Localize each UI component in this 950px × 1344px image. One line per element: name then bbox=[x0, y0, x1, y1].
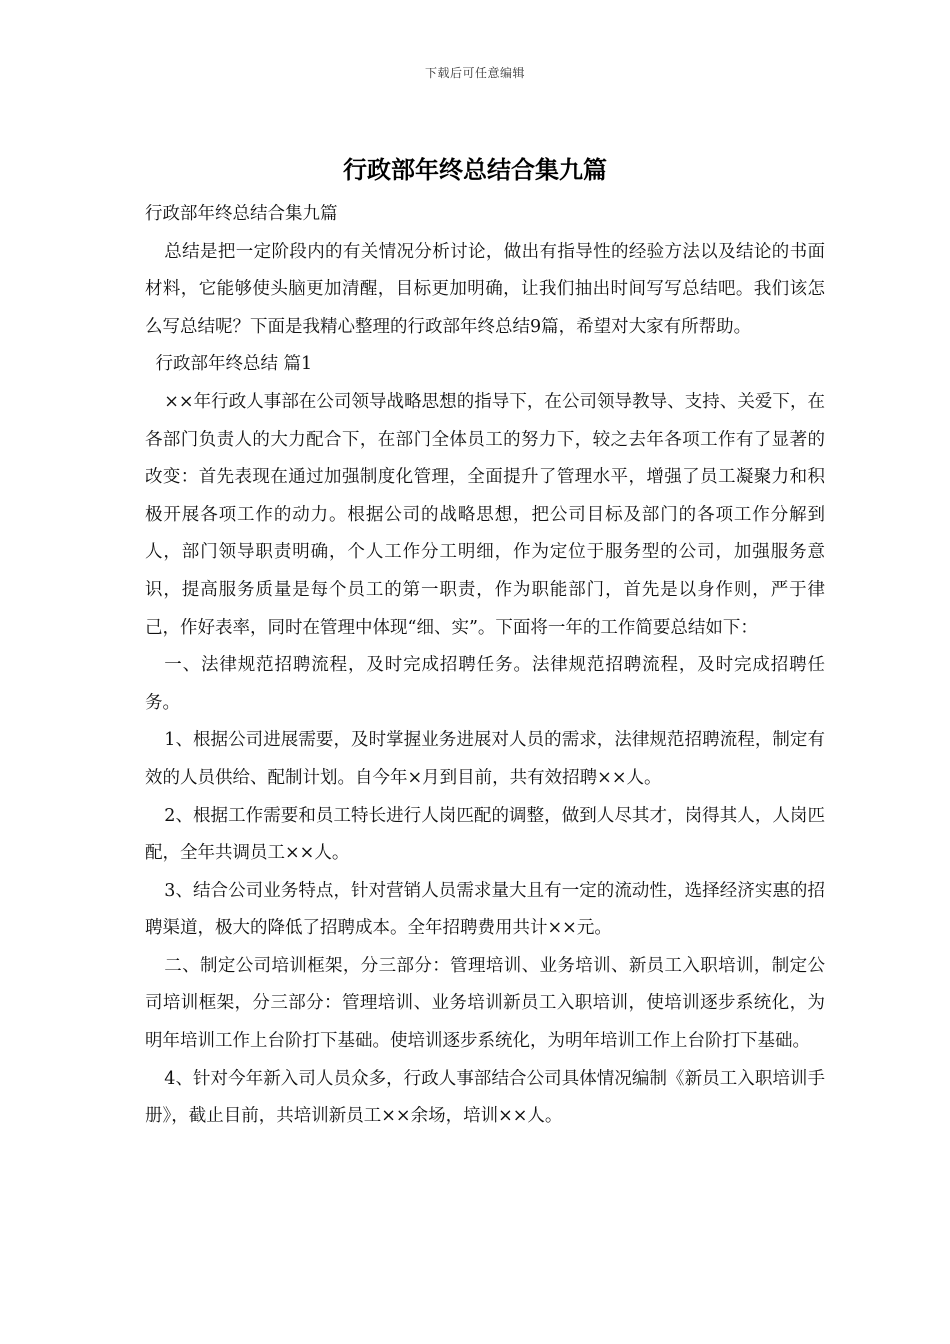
body-paragraph: 一、法律规范招聘流程，及时完成招聘任务。法律规范招聘流程，及时完成招聘任务。 bbox=[145, 655, 825, 713]
body-paragraph: ××年行政人事部在公司领导战略思想的指导下，在公司领导教导、支持、关爱下，在各部门负责人的大力配合下，在部门全体员工的努力下，较之去年各项工作有了显著的改变：首先表现在通过加强制度化管理，全面提升了管理水平，增强了员工凝聚力和积极开展各项工作的动力。根据公司的战略思想，把公司目标及部门的各项工作分解到人，部门领导职责明确，个人工作分工明细，作为定位于服务型的公司，加强服务意识，提高服务质量是每个员工的第一职责，作为职能部门，首先是以身作则，严于律己，作好表率，同时在管理中体现“细、实”。下面将一年的工作简要总结如下： bbox=[145, 391, 825, 638]
intro-paragraph: 总结是把一定阶段内的有关情况分析讨论，做出有指导性的经验方法以及结论的书面材料，它能够使头脑更加清醒，目标更加明确，让我们抽出时间写写总结吧。我们该怎么写总结呢？下面是我精心整理的行政部年终总结9篇，希望对大家有所帮助。 bbox=[145, 241, 825, 337]
body-paragraph: 二、制定公司培训框架，分三部分：管理培训、业务培训、新员工入职培训，制定公司培训框架，分三部分：管理培训、业务培训新员工入职培训，使培训逐步系统化，为明年培训工作上台阶打下基础。使培训逐步系统化，为明年培训工作上台阶打下基础。 bbox=[145, 955, 825, 1052]
body-paragraph: 2、根据工作需要和员工特长进行人岗匹配的调整，做到人尽其才，岗得其人，人岗匹配，全年共调员工××人。 bbox=[145, 805, 825, 864]
body-paragraph: 4、针对今年新入司人员众多，行政人事部结合公司具体情况编制《新员工入职培训手册》，截止目前，共培训新员工××余场，培训××人。 bbox=[145, 1068, 825, 1127]
document-body bbox=[145, 196, 825, 1136]
header-note: 下载后可任意编辑 bbox=[424, 66, 525, 80]
document-subtitle: 行政部年终总结合集九篇 bbox=[145, 204, 338, 224]
document-title: 行政部年终总结合集九篇 bbox=[343, 155, 607, 184]
section-heading: 行政部年终总结 篇1 bbox=[155, 354, 313, 375]
body-paragraph: 1、根据公司进展需要，及时掌握业务进展对人员的需求，法律规范招聘流程，制定有效的人员供给、配制计划。自今年×月到目前，共有效招聘××人。 bbox=[145, 730, 825, 788]
body-paragraph: 3、结合公司业务特点，针对营销人员需求量大且有一定的流动性，选择经济实惠的招聘渠道，极大的降低了招聘成本。全年招聘费用共计××元。 bbox=[145, 880, 825, 939]
